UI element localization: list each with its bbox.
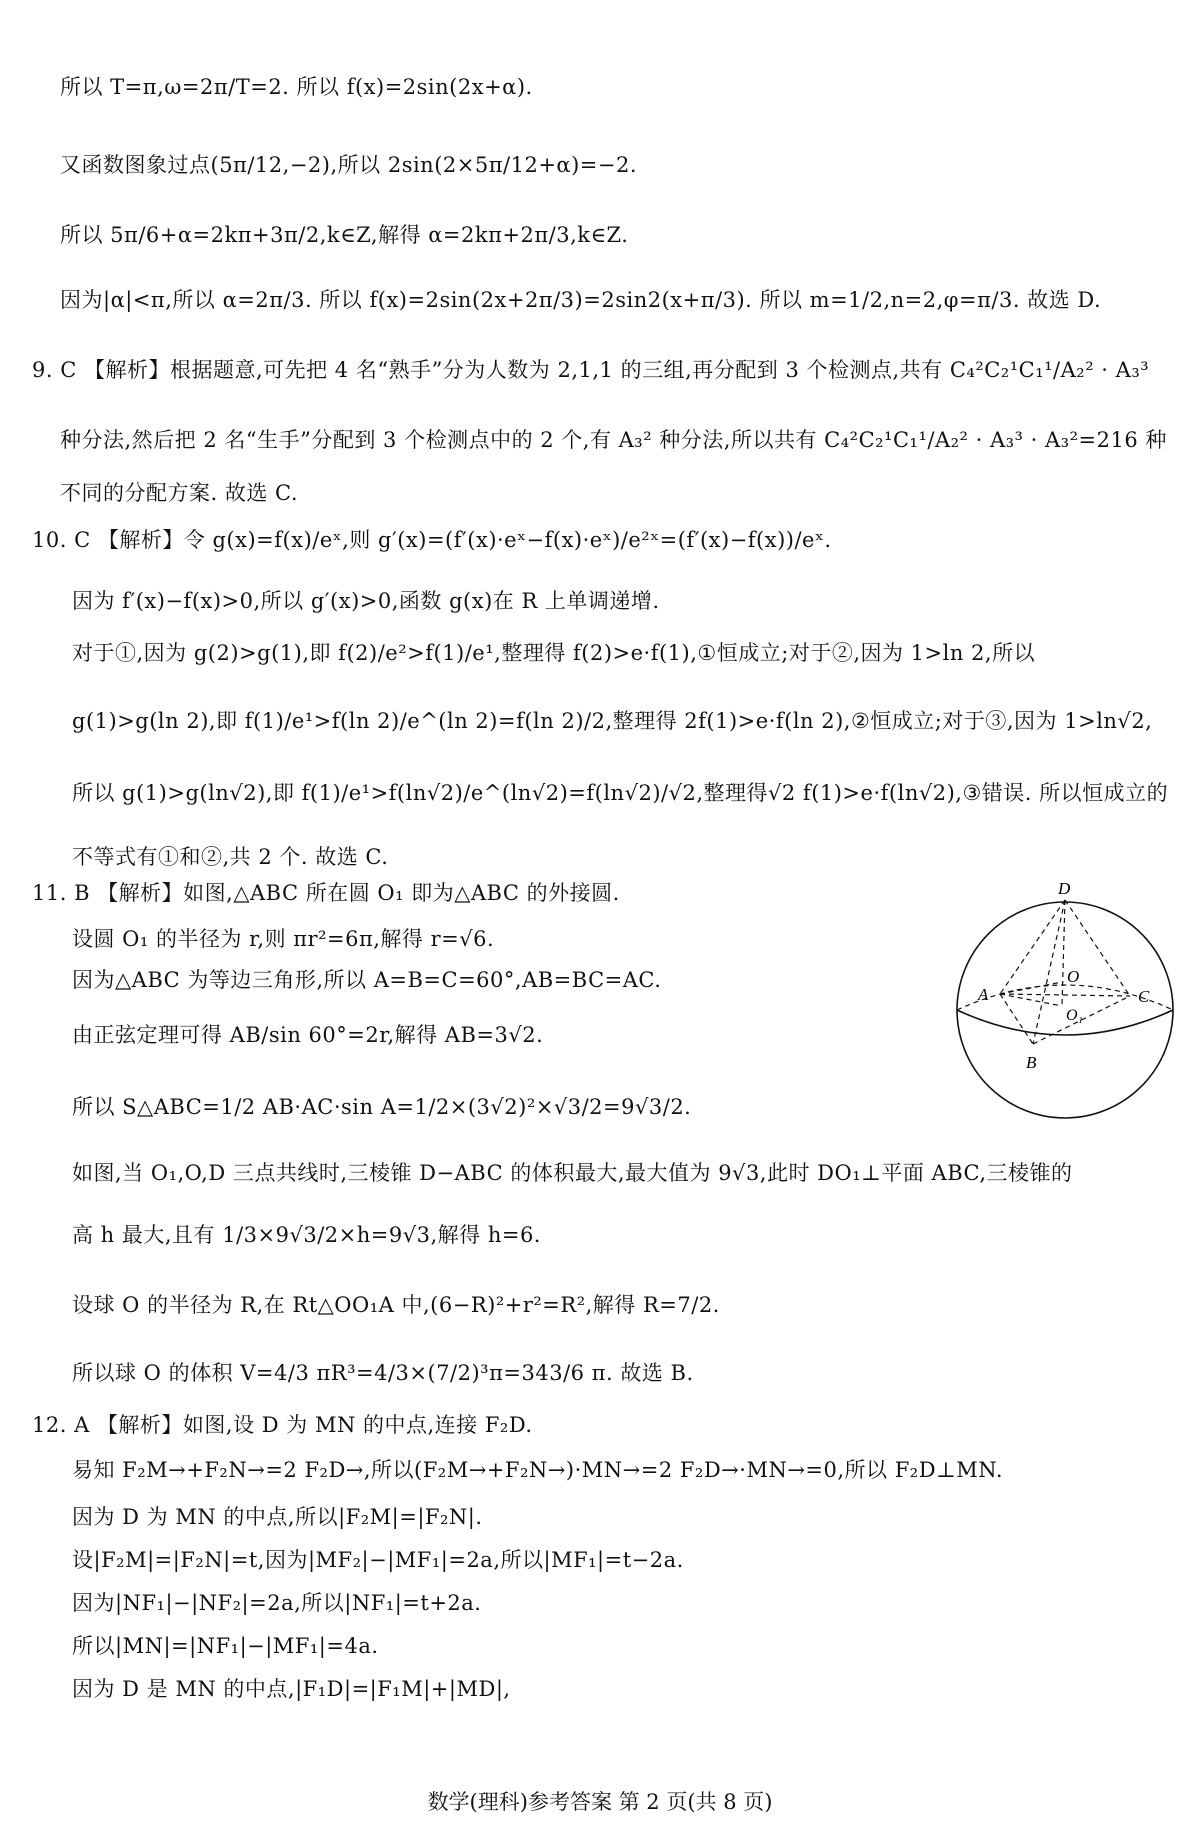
- q11-line-5: 所以 S△ABC=1/2 AB·AC·sin A=1/2×(3√2)²×√3/2=9√3/2.: [72, 1095, 692, 1119]
- segment-AO1: [1000, 994, 1062, 1006]
- q11-line-2: 设圆 O₁ 的半径为 r,则 πr²=6π,解得 r=√6.: [72, 927, 495, 951]
- edge-DA: [1000, 900, 1065, 994]
- sphere-pyramid-figure: [950, 878, 1180, 1124]
- line-1: 所以 T=π,ω=2π/T=2. 所以 f(x)=2sin(2x+α).: [60, 75, 533, 99]
- q11-line-4: 由正弦定理可得 AB/sin 60°=2r,解得 AB=3√2.: [72, 1023, 544, 1047]
- q10-line-3: 对于①,因为 g(2)>g(1),即 f(2)/e²>f(1)/e¹,整理得 f(2)>e·f(1),①恒成立;对于②,因为 1>ln 2,所以: [72, 641, 1036, 665]
- line-3: 所以 5π/6+α=2kπ+3π/2,k∈Z,解得 α=2kπ+2π/3,k∈Z.: [60, 223, 629, 247]
- q10-line-6: 不等式有①和②,共 2 个. 故选 C.: [72, 845, 389, 869]
- sphere-outline: [957, 902, 1173, 1118]
- segment-DO1: [1062, 900, 1065, 1006]
- q11-line-9: 所以球 O 的体积 V=4/3 πR³=4/3×(7/2)³π=343/6 π. 故选 B.: [72, 1361, 694, 1385]
- q10-line-4: g(1)>g(ln 2),即 f(1)/e¹>f(ln 2)/e^(ln 2)=f(ln 2)/2,整理得 2f(1)>e·f(ln 2),②恒成立;对于③,因为 1>ln√2,: [72, 709, 1153, 733]
- q12-line-5: 因为|NF₁|−|NF₂|=2a,所以|NF₁|=t+2a.: [72, 1591, 482, 1615]
- label-D: D: [1058, 879, 1071, 898]
- q12-line-6: 所以|MN|=|NF₁|−|MF₁|=4a.: [72, 1634, 379, 1658]
- segment-AO: [1000, 982, 1062, 994]
- q10-line-1: 10. C 【解析】令 g(x)=f(x)/eˣ,则 g′(x)=(f′(x)·eˣ−f(x)·eˣ)/e²ˣ=(f′(x)−f(x))/eˣ.: [32, 528, 832, 552]
- edge-DB: [1033, 900, 1065, 1044]
- label-C: C: [1138, 987, 1150, 1006]
- label-B: B: [1026, 1053, 1037, 1072]
- line-4: 因为|α|<π,所以 α=2π/3. 所以 f(x)=2sin(2x+2π/3)=2sin2(x+π/3). 所以 m=1/2,n=2,φ=π/3. 故选 D.: [60, 288, 1102, 312]
- q11-line-6: 如图,当 O₁,O,D 三点共线时,三棱锥 D−ABC 的体积最大,最大值为 9√3,此时 DO₁⊥平面 ABC,三棱锥的: [72, 1161, 1073, 1185]
- line-2: 又函数图象过点(5π/12,−2),所以 2sin(2×5π/12+α)=−2.: [60, 153, 638, 177]
- q9-line-2: 种分法,然后把 2 名“生手”分配到 3 个检测点中的 2 个,有 A₃² 种分法,所以共有 C₄²C₂¹C₁¹/A₂² · A₃³ · A₃²=216 种: [60, 428, 1167, 452]
- q9-line-1: 9. C 【解析】根据题意,可先把 4 名“熟手”分为人数为 2,1,1 的三组,再分配到 3 个检测点,共有 C₄²C₂¹C₁¹/A₂² · A₃³: [32, 358, 1150, 382]
- q11-line-3: 因为△ABC 为等边三角形,所以 A=B=C=60°,AB=BC=AC.: [72, 968, 662, 992]
- edge-AC: [1000, 994, 1130, 996]
- edge-AB: [1000, 994, 1033, 1044]
- q12-line-2: 易知 F₂M→+F₂N→=2 F₂D→,所以(F₂M→+F₂N→)·MN→=2 F₂D→·MN→=0,所以 F₂D⊥MN.: [72, 1458, 1004, 1482]
- q11-line-8: 设球 O 的半径为 R,在 Rt△OO₁A 中,(6−R)²+r²=R²,解得 R=7/2.: [72, 1293, 720, 1317]
- q10-line-2: 因为 f′(x)−f(x)>0,所以 g′(x)>0,函数 g(x)在 R 上单调递增.: [72, 589, 660, 613]
- q9-line-3: 不同的分配方案. 故选 C.: [60, 481, 299, 505]
- q12-line-7: 因为 D 是 MN 的中点,|F₁D|=|F₁M|+|MD|,: [72, 1677, 511, 1701]
- q11-line-1: 11. B 【解析】如图,△ABC 所在圆 O₁ 即为△ABC 的外接圆.: [32, 881, 620, 905]
- q12-line-3: 因为 D 为 MN 的中点,所以|F₂M|=|F₂N|.: [72, 1505, 483, 1529]
- page-footer: 数学(理科)参考答案 第 2 页(共 8 页): [427, 1790, 773, 1814]
- label-O1: O₁: [1066, 1007, 1084, 1024]
- q11-line-7: 高 h 最大,且有 1/3×9√3/2×h=9√3,解得 h=6.: [72, 1223, 541, 1247]
- equator-front: [957, 1010, 1173, 1035]
- label-O: O: [1067, 967, 1080, 986]
- q12-line-4: 设|F₂M|=|F₂N|=t,因为|MF₂|−|MF₁|=2a,所以|MF₁|=t−2a.: [72, 1548, 684, 1572]
- label-A: A: [978, 985, 989, 1004]
- q10-line-5: 所以 g(1)>g(ln√2),即 f(1)/e¹>f(ln√2)/e^(ln√2)=f(ln√2)/√2,整理得√2 f(1)>e·f(ln√2),③错误. 所以恒成立的: [72, 781, 1169, 805]
- q12-line-1: 12. A 【解析】如图,设 D 为 MN 的中点,连接 F₂D.: [32, 1413, 533, 1437]
